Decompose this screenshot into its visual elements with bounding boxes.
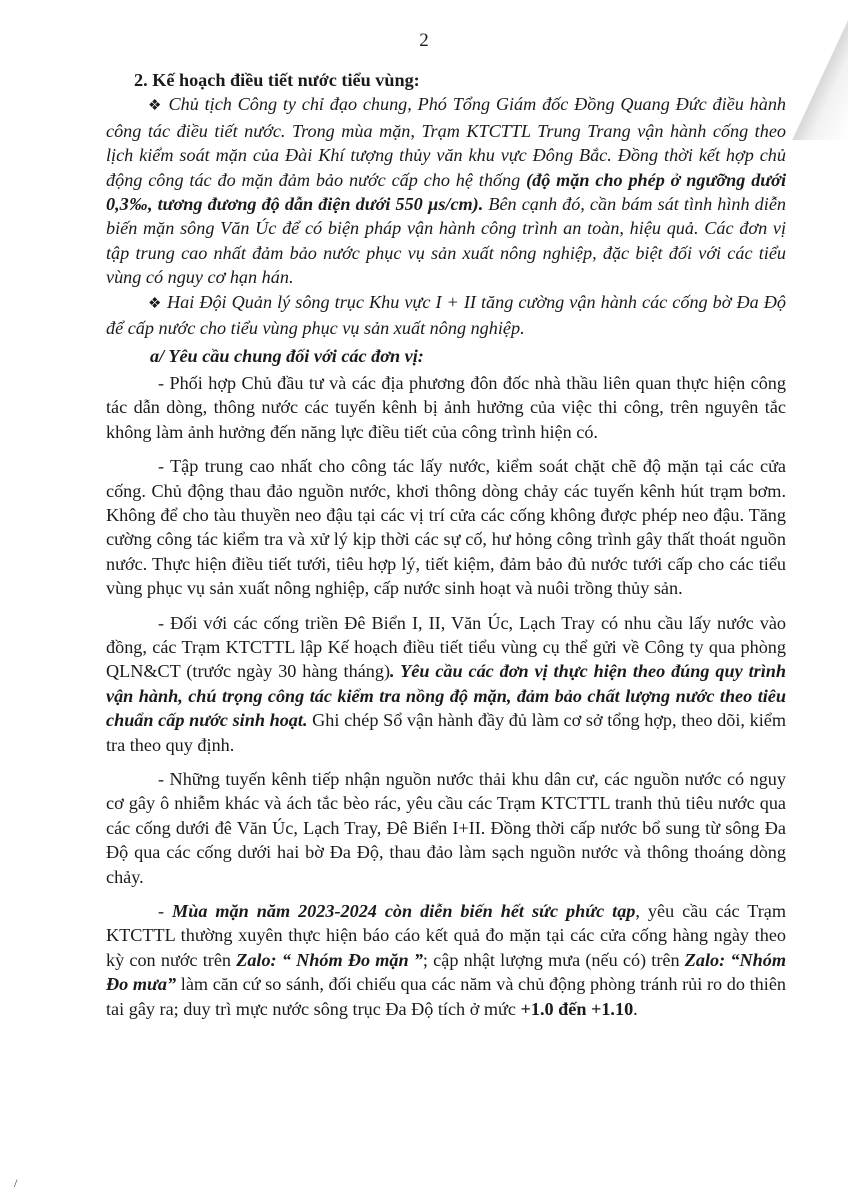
para5-text-2: ; cập nhật lượng mưa (nếu có) trên: [422, 949, 685, 970]
paragraph-coordination: - Phối hợp Chủ đầu tư và các địa phương đôn đốc nhà thầu liên quan thực hiện công tác dẫn dòng, thông nước các tuyến kênh bị ảnh hưởng của việc thi công, trên nguyên tắc không làm ảnh hưởng đến năng lực điều tiết của công trình hiện có.: [106, 372, 786, 442]
paragraph-sea-dike-sluices: [106, 611, 786, 757]
zalo-rainfall-group: Zalo: “Nhóm Đo mưa”: [106, 949, 786, 995]
paragraph-salinity-season: [106, 899, 786, 1021]
paragraph-water-intake: - Tập trung cao nhất cho công tác lấy nước, kiểm soát chặt chẽ độ mặn tại các cửa cống. Chủ động thau đảo nguồn nước, khơi thông dòng chảy các tuyến kênh hút trạm bơm. Không để cho tàu thuyền neo đậu tại các vị trí cửa các cống không được phép neo đậu. Tăng cường công tác kiểm tra và xử lý kịp thời các sự cố, hư hỏng công trình gây thất thoát nguồn nước. Thực hiện điều tiết tưới, tiêu hợp lý, tiết kiệm, đảm bảo đủ nước tưới cấp cho các tiểu vùng phục vụ sản xuất nông nghiệp, cấp nước sinh hoạt và nuôi trồng thủy sản.: [106, 456, 786, 599]
para3-requirement: . Yêu cầu các đơn vị thực hiện theo đúng quy trình vận hành, chú trọng công tác kiểm tra nồng độ mặn, đảm bảo chất lượng nước theo tiêu chuẩn cấp nước sinh hoạt.: [106, 661, 786, 731]
para3-text-2: Ghi chép Sổ vận hành đầy đủ làm cơ sở tổng hợp, theo dõi, kiểm tra theo quy định.: [106, 710, 786, 755]
para5-text-3: làm căn cứ so sánh, đối chiếu qua các năm và chủ động phòng tránh rủi ro do thiên tai gây ra; duy trì mực nước sông trục Đa Độ tích ở mức: [106, 974, 786, 1019]
scan-speck: /: [14, 1176, 18, 1190]
para3-text-1: - Đối với các cống triền Đê Biển I, II, Văn Úc, Lạch Tray có nhu cầu lấy nước vào đồng, các Trạm KTCTTL lập Kế hoạch điều tiết tiểu vùng cụ thể gửi về Công ty qua phòng QLN&CT (trước ngày 30 hàng tháng): [106, 612, 786, 682]
para5-lead: -: [158, 901, 173, 921]
water-level-range: +1.0 đến +1.10: [520, 998, 634, 1019]
section-heading: 2. Kế hoạch điều tiết nước tiểu vùng:: [134, 70, 420, 90]
bullet1-text-1: Chủ tịch Công ty chỉ đạo chung, Phó Tổng Giám đốc Đồng Quang Đức điều hành công tác điều tiết nước. Trong mùa mặn, Trạm KTCTTL Trung Trang vận hành cống theo lịch kiểm soát mặn của Đài Khí tượng thủy văn khu vực Đông Bắc. Đồng thời kết hợp chủ động công tác đo mặn đảm bảo nước cấp cho hệ thống: [106, 94, 787, 190]
diamond-bullet-icon: ❖: [148, 295, 162, 312]
bullet-paragraph-1: [106, 92, 786, 289]
bullet-paragraph-2: [106, 290, 786, 341]
zalo-salinity-group: Zalo: “ Nhóm Đo mặn ”: [236, 949, 423, 970]
para5-season-warning: Mùa mặn năm 2023-2024 còn diễn biến hết sức phức tạp: [172, 901, 636, 921]
para5-text-1: , yêu cầu các Trạm KTCTTL thường xuyên thực hiện báo cáo kết quả đo mặn tại các cửa cống hàng ngày theo kỳ con nước trên: [106, 901, 787, 970]
paragraph-wastewater-canals: - Những tuyến kênh tiếp nhận nguồn nước thải khu dân cư, các nguồn nước có nguy cơ gây ô nhiễm khác và ách tắc bèo rác, yêu cầu các Trạm KTCTTL tranh thủ tiêu nước qua các cống dưới đê Văn Úc, Lạch Tray, Đê Biển I+II. Đồng thời cấp nước bổ sung từ sông Đa Độ qua các cống dưới hai bờ Đa Độ, thau đảo làm sạch nguồn nước và thông thoáng dòng chảy.: [106, 768, 786, 887]
diamond-bullet-icon: ❖: [148, 98, 163, 115]
sub-heading: a/ Yêu cầu chung đối với các đơn vị:: [150, 346, 424, 367]
scan-edge-shadow: [788, 0, 848, 140]
document-body: [106, 68, 786, 1021]
bullet1-text-2: Bên cạnh đó, cần bám sát tình hình diễn biến mặn sông Văn Úc để có biện pháp vận hành công trình an toàn, hiệu quả. Các đơn vị tập trung cao nhất đảm bảo nước phục vụ sản xuất nông nghiệp, đặc biệt đối với các tiểu vùng có nguy cơ hạn hán.: [106, 194, 786, 288]
para5-end: .: [633, 998, 638, 1019]
page-number: 2: [419, 30, 429, 51]
bullet1-salinity-limit: (độ mặn cho phép ở ngưỡng dưới 0,3‰, tương đương độ dẫn điện dưới 550 µs/cm).: [106, 169, 786, 215]
bullet2-text: Hai Đội Quản lý sông trục Khu vực I + II tăng cường vận hành các cống bờ Đa Độ để cấp nước cho tiểu vùng phục vụ sản xuất nông nghiệp.: [106, 291, 787, 339]
